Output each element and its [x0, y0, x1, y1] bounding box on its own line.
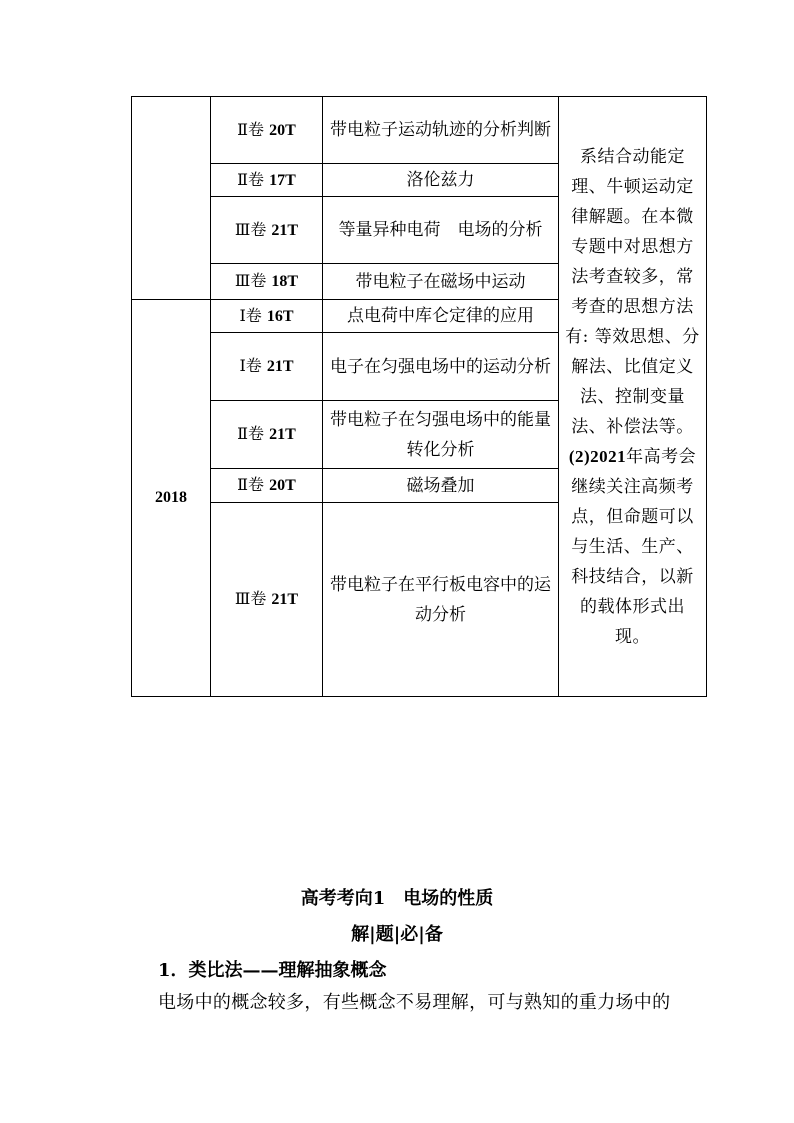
exam-analysis-table — [131, 96, 707, 697]
paper-cell: Ⅱ卷 21T — [211, 401, 323, 469]
content-cell: 点电荷中库仑定律的应用 — [323, 300, 559, 333]
analysis-notes-cell: 系结合动能定理、牛顿运动定律解题。在本微专题中对思想方法考查较多，常考查的思想方法有: 等效思想、分解法、比值定义法、控制变量法、补偿法等。 (2)2021年高考会继续关注高频考点，但命题可以与生活、生产、科技结合，以新的载体形式出现。 — [559, 97, 707, 697]
section-subtitle: 解|题|必|备 — [351, 924, 443, 945]
body-paragraph: 电场中的概念较多，有些概念不易理解，可与熟知的重力场中的 — [158, 992, 671, 1013]
content-cell: 等量异种电荷 电场的分析 — [323, 197, 559, 264]
paper-cell: Ⅰ卷 21T — [211, 333, 323, 401]
paper-cell: Ⅲ卷 18T — [211, 264, 323, 300]
year-cell-continued — [132, 97, 211, 300]
content-cell: 带电粒子运动轨迹的分析判断 — [323, 97, 559, 164]
paper-cell: Ⅱ卷 20T — [211, 97, 323, 164]
content-cell: 电子在匀强电场中的运动分析 — [323, 333, 559, 401]
item-title: 1．类比法——理解抽象概念 — [158, 960, 387, 981]
paper-cell: Ⅰ卷 16T — [211, 300, 323, 333]
content-cell: 带电粒子在匀强电场中的能量转化分析 — [323, 401, 559, 469]
content-cell: 带电粒子在平行板电容中的运动分析 — [323, 503, 559, 697]
content-cell: 磁场叠加 — [323, 469, 559, 503]
year-cell: 2018 — [132, 300, 211, 697]
paper-cell: Ⅲ卷 21T — [211, 503, 323, 697]
paper-cell: Ⅲ卷 21T — [211, 197, 323, 264]
content-cell: 带电粒子在磁场中运动 — [323, 264, 559, 300]
paper-cell: Ⅱ卷 17T — [211, 164, 323, 197]
section-title: 高考考向1 电场的性质 — [300, 888, 494, 909]
paper-cell: Ⅱ卷 20T — [211, 469, 323, 503]
content-cell: 洛伦兹力 — [323, 164, 559, 197]
